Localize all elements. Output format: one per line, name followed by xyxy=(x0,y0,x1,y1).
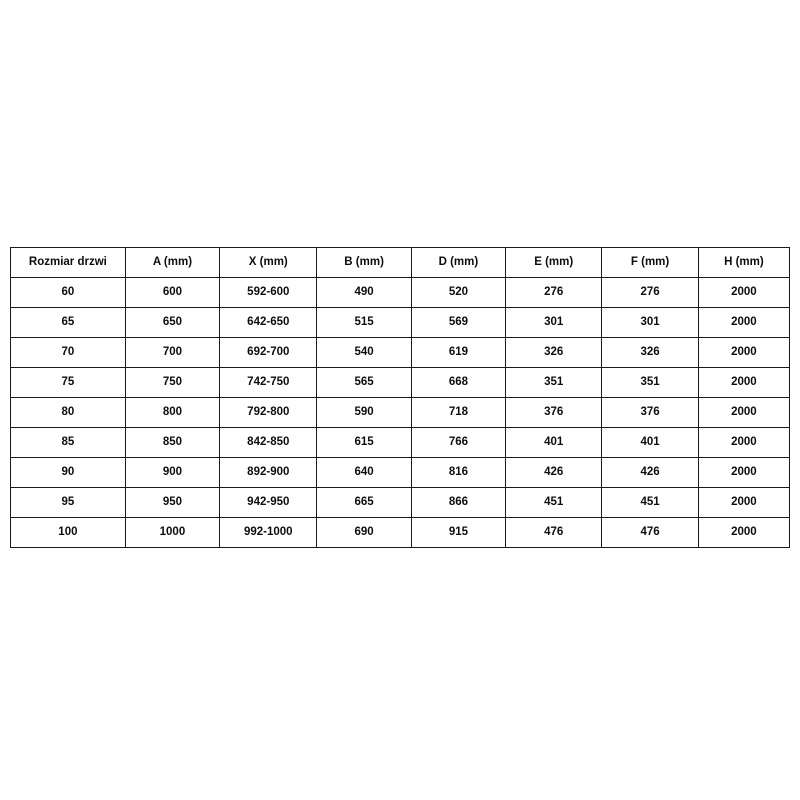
cell-h: 2000 xyxy=(698,518,789,548)
cell-h: 2000 xyxy=(698,428,789,458)
cell-h: 2000 xyxy=(698,458,789,488)
cell-d: 915 xyxy=(411,518,505,548)
cell-b: 690 xyxy=(317,518,411,548)
cell-e: 301 xyxy=(506,308,602,338)
cell-h: 2000 xyxy=(698,278,789,308)
cell-d: 569 xyxy=(411,308,505,338)
table-row xyxy=(11,398,790,428)
cell-h: 2000 xyxy=(698,338,789,368)
door-size-spec-table xyxy=(10,247,790,548)
cell-d: 866 xyxy=(411,488,505,518)
cell-b: 515 xyxy=(317,308,411,338)
column-header-d: D (mm) xyxy=(411,248,505,278)
cell-x: 742-750 xyxy=(220,368,317,398)
cell-door-size: 80 xyxy=(11,398,126,428)
cell-d: 668 xyxy=(411,368,505,398)
cell-door-size: 60 xyxy=(11,278,126,308)
cell-d: 766 xyxy=(411,428,505,458)
column-header-h: H (mm) xyxy=(698,248,789,278)
cell-b: 640 xyxy=(317,458,411,488)
cell-a: 850 xyxy=(125,428,219,458)
table-row xyxy=(11,428,790,458)
cell-h: 2000 xyxy=(698,308,789,338)
cell-e: 276 xyxy=(506,278,602,308)
cell-x: 642-650 xyxy=(220,308,317,338)
cell-a: 650 xyxy=(125,308,219,338)
cell-d: 816 xyxy=(411,458,505,488)
cell-door-size: 85 xyxy=(11,428,126,458)
cell-a: 800 xyxy=(125,398,219,428)
cell-e: 351 xyxy=(506,368,602,398)
cell-door-size: 95 xyxy=(11,488,126,518)
cell-f: 326 xyxy=(602,338,698,368)
cell-door-size: 65 xyxy=(11,308,126,338)
cell-b: 490 xyxy=(317,278,411,308)
table-row xyxy=(11,518,790,548)
cell-a: 700 xyxy=(125,338,219,368)
cell-f: 401 xyxy=(602,428,698,458)
cell-e: 376 xyxy=(506,398,602,428)
cell-e: 451 xyxy=(506,488,602,518)
cell-x: 892-900 xyxy=(220,458,317,488)
cell-door-size: 100 xyxy=(11,518,126,548)
cell-e: 426 xyxy=(506,458,602,488)
cell-e: 401 xyxy=(506,428,602,458)
table-row xyxy=(11,308,790,338)
table-row xyxy=(11,368,790,398)
column-header-a: A (mm) xyxy=(125,248,219,278)
cell-a: 950 xyxy=(125,488,219,518)
table-header-row xyxy=(11,248,790,278)
table-header xyxy=(11,248,790,278)
cell-b: 615 xyxy=(317,428,411,458)
cell-e: 326 xyxy=(506,338,602,368)
cell-x: 842-850 xyxy=(220,428,317,458)
spec-table-container xyxy=(10,247,790,548)
cell-h: 2000 xyxy=(698,398,789,428)
cell-h: 2000 xyxy=(698,368,789,398)
cell-door-size: 70 xyxy=(11,338,126,368)
cell-b: 565 xyxy=(317,368,411,398)
cell-d: 718 xyxy=(411,398,505,428)
cell-h: 2000 xyxy=(698,488,789,518)
cell-f: 476 xyxy=(602,518,698,548)
cell-a: 900 xyxy=(125,458,219,488)
cell-d: 619 xyxy=(411,338,505,368)
table-row xyxy=(11,278,790,308)
table-body xyxy=(11,278,790,548)
cell-f: 426 xyxy=(602,458,698,488)
table-row xyxy=(11,338,790,368)
table-row xyxy=(11,488,790,518)
table-row xyxy=(11,458,790,488)
cell-e: 476 xyxy=(506,518,602,548)
cell-x: 592-600 xyxy=(220,278,317,308)
cell-b: 665 xyxy=(317,488,411,518)
cell-x: 792-800 xyxy=(220,398,317,428)
column-header-e: E (mm) xyxy=(506,248,602,278)
cell-f: 351 xyxy=(602,368,698,398)
cell-f: 376 xyxy=(602,398,698,428)
column-header-b: B (mm) xyxy=(317,248,411,278)
cell-a: 600 xyxy=(125,278,219,308)
cell-x: 992-1000 xyxy=(220,518,317,548)
cell-b: 590 xyxy=(317,398,411,428)
cell-x: 942-950 xyxy=(220,488,317,518)
cell-door-size: 90 xyxy=(11,458,126,488)
column-header-f: F (mm) xyxy=(602,248,698,278)
column-header-x: X (mm) xyxy=(220,248,317,278)
cell-f: 301 xyxy=(602,308,698,338)
cell-a: 1000 xyxy=(125,518,219,548)
cell-b: 540 xyxy=(317,338,411,368)
cell-f: 451 xyxy=(602,488,698,518)
cell-x: 692-700 xyxy=(220,338,317,368)
cell-a: 750 xyxy=(125,368,219,398)
cell-f: 276 xyxy=(602,278,698,308)
cell-d: 520 xyxy=(411,278,505,308)
cell-door-size: 75 xyxy=(11,368,126,398)
column-header-door-size: Rozmiar drzwi xyxy=(11,248,126,278)
